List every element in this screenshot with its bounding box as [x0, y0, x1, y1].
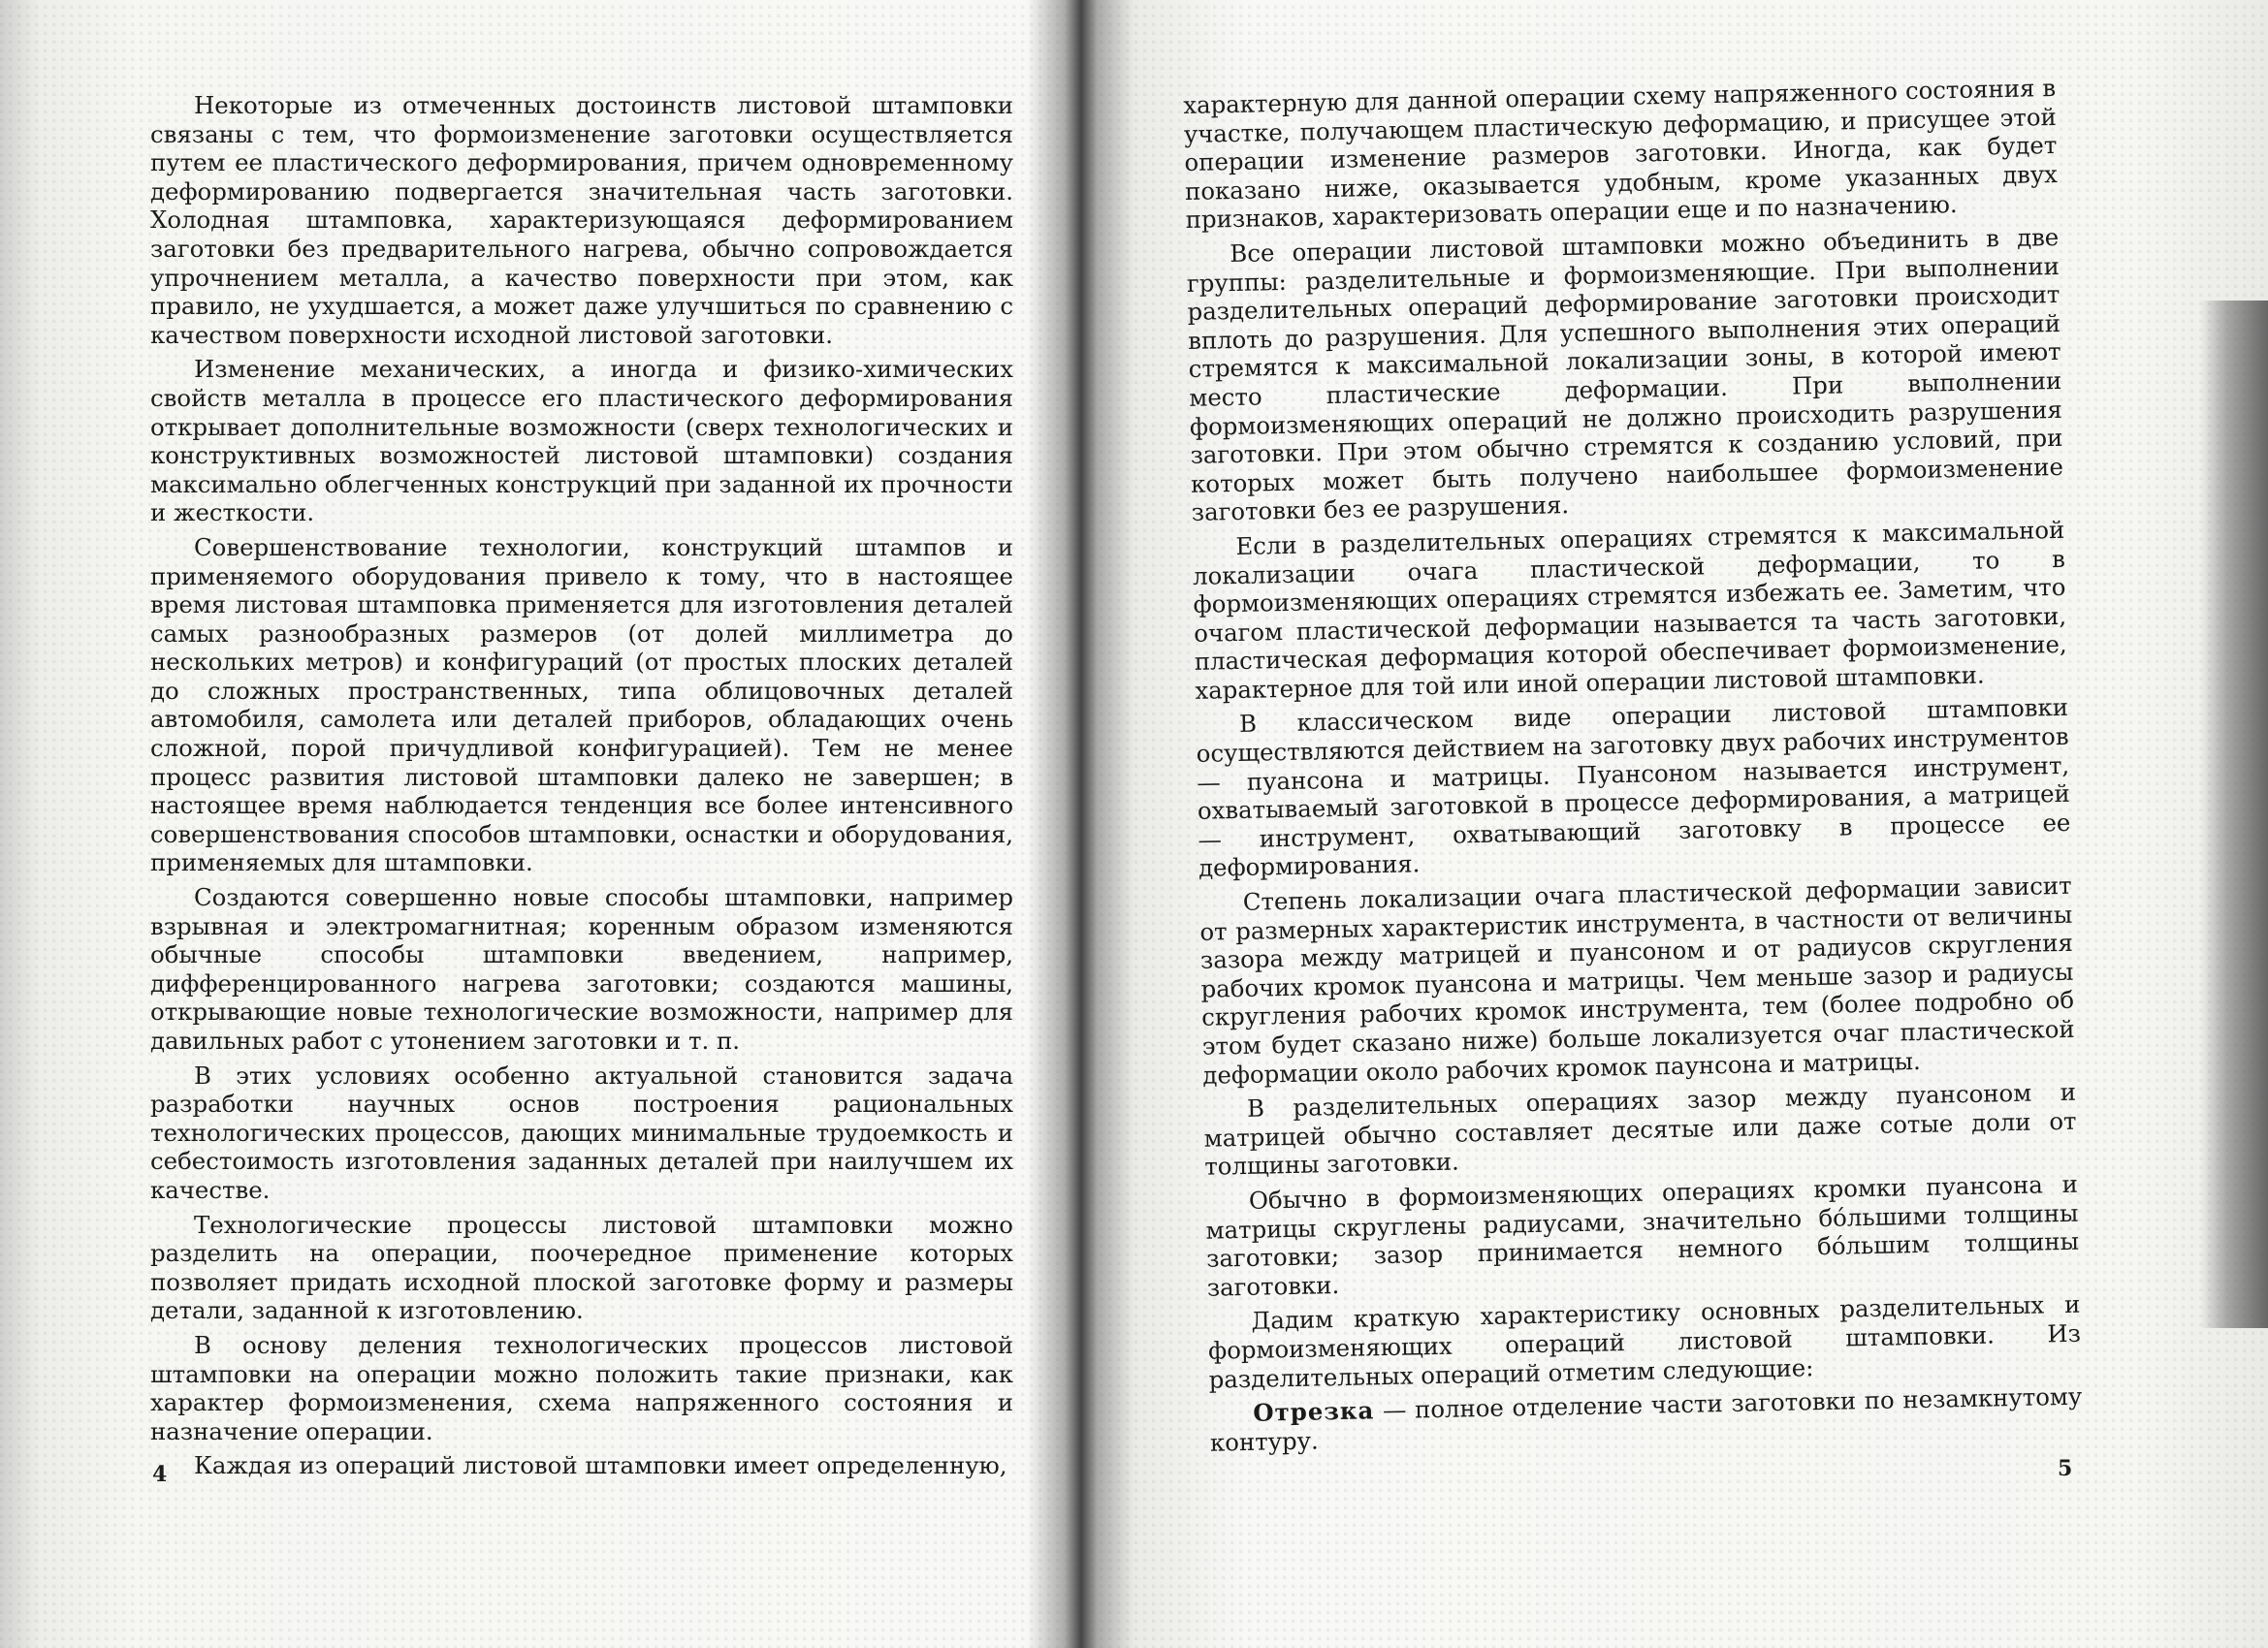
left-paragraph-7: В основу деления технологических процессов листовой штамповки на операции можно положить такие признаки, как характер формоизменения, схема напряженного состояния и назначение операции.	[150, 1330, 1013, 1445]
left-paragraph-4: Создаются совершенно новые способы штамповки, например взрывная и электромагнитная; коренным образом изменяются обычные способы штамповки введением, например, дифференцированного нагрева заготовки; создаются машины, открывающие новые технологические возможности, например для давильных работ с утонением заготовки и т. п.	[150, 883, 1013, 1055]
right-page-edge-shadow	[2200, 301, 2268, 1328]
right-page-text	[1183, 74, 2083, 1463]
left-paragraph-2: Изменение механических, а иногда и физико-химических свойств металла в процессе его пластического деформирования открывает дополнительные возможности (сверх технологических и конструктивных возможностей листовой штамповки) создания максимально облегченных конструкций при заданной их прочности и жесткости.	[150, 355, 1013, 527]
left-paragraph-5: В этих условиях особенно актуальной становится задача разработки научных основ построения рациональных технологических процессов, дающих минимальные трудоемкость и себестоимость изготовления заданных деталей при наилучшем их качестве.	[150, 1061, 1013, 1204]
left-page-edge-shadow	[0, 0, 39, 1648]
right-paragraph-2: Если в разделительных операциях стремятся к максимальной локализации очага пластической деформации, то в формоизменяющих операциях стремятся избежать ее. Заметим, что очагом пластической деформации называется та часть заготовки, пластическая деформация которой обеспечивает формоизменение, характерное для той или иной операции листовой штамповки.	[1192, 515, 2067, 705]
definition-text: — полное отделение части заготовки по незамкнутому контуру.	[1209, 1381, 2083, 1457]
left-paragraph-1: Некоторые из отмеченных достоинств листовой штамповки связаны с тем, что формоизменение заготовки осуществляется путем ее пластического деформирования, причем одновременному деформированию подвергается значительная часть заготовки. Холодная штамповка, характеризующаяся деформированием заготовки без предварительного нагрева, обычно сопровождается упрочнением металла, а качество поверхности при этом, как правило, не ухудшается, а может даже улучшиться по сравнению с качеством поверхности исходной листовой заготовки.	[150, 91, 1013, 349]
definition-term: Отрезка	[1253, 1396, 1375, 1427]
left-paragraph-8: Каждая из операций листовой штамповки имеет определенную,	[194, 1451, 1007, 1480]
right-paragraph-5: В разделительных операциях зазор между пуансоном и матрицей обычно составляет десятые или даже сотые доли от толщины заготовки.	[1203, 1077, 2077, 1182]
right-paragraph-1: Все операции листовой штамповки можно объединить в две группы: разделительные и формоизменяющие. При выполнении разделительных операций деформирование заготовки происходит вплоть до разрушения. Для успешного выполнения этих операций стремятся к максимальной локализации зоны, в которой имеют место пластические деформации. При выполнении формоизменяющих операций не должно происходить разрушения заготовки. При этом обычно стремятся к созданию условий, при которых может быть получено наибольшее формоизменение заготовки без ее разрушения.	[1186, 222, 2064, 527]
right-paragraph-continued: характерную для данной операции схему напряженного состояния в участке, получающем пластическую деформацию, и присущее этой операции изменение размеров заготовки. Иногда, как будет показано ниже, оказывается удобным, кроме указанных двух признаков, характеризовать операции еще и по назначению.	[1183, 73, 2059, 235]
left-page-text	[150, 91, 1013, 1486]
right-paragraph-6: Обычно в формоизменяющих операциях кромки пуансона и матрицы скруглены радиусами, значительно бо́льшими толщины заготовки; зазор принимается немного бо́льшим толщины заготовки.	[1205, 1169, 2080, 1302]
book-gutter-shadow	[1028, 0, 1134, 1648]
left-page-number: 4	[152, 1462, 168, 1487]
right-paragraph-3: В классическом виде операции листовой штамповки осуществляются действием на заготовку двух рабочих инструментов — пуансона и матрицы. Пуансоном называется инструмент, охватываемый заготовкой в процессе деформирования, а матрицей — инструмент, охватывающий заготовку в процессе ее деформирования.	[1196, 693, 2071, 883]
right-page-number: 5	[2058, 1456, 2073, 1481]
right-paragraph-definition	[1209, 1382, 2083, 1457]
right-paragraph-7: Дадим краткую характеристику основных разделительных и формоизменяющих операций листовой штамповки. Из разделительных операций отметим следующие:	[1207, 1290, 2082, 1394]
left-paragraph-3: Совершенствование технологии, конструкций штампов и применяемого оборудования привело к тому, что в настоящее время листовая штамповка применяется для изготовления деталей самых разнообразных размеров (от долей миллиметра до нескольких метров) и конфигураций (от простых плоских деталей до сложных пространственных, типа облицовочных деталей автомобиля, самолета или деталей приборов, обладающих очень сложной, порой причудливой конфигурацией). Тем не менее процесс развития листовой штамповки далеко не завершен; в настоящее время наблюдается тенденция все более интенсивного совершенствования способов штамповки, оснастки и оборудования, применяемых для штамповки.	[150, 532, 1013, 877]
left-paragraph-6: Технологические процессы листовой штамповки можно разделить на операции, поочередное применение которых позволяет придать исходной плоской заготовке форму и размеры детали, заданной к изготовлению.	[150, 1210, 1013, 1325]
right-paragraph-4: Степень локализации очага пластической деформации зависит от размерных характеристик инструмента, в частности от величины зазора между матрицей и пуансоном и от радиусов скругления рабочих кромок пуансона и матрицы. Чем меньше зазор и радиусы скругления рабочих кромок инструмента, тем (более подробно об этом будет сказано ниже) больше локализуется очаг пластической деформации около рабочих кромок паунсона и матрицы.	[1199, 871, 2075, 1090]
